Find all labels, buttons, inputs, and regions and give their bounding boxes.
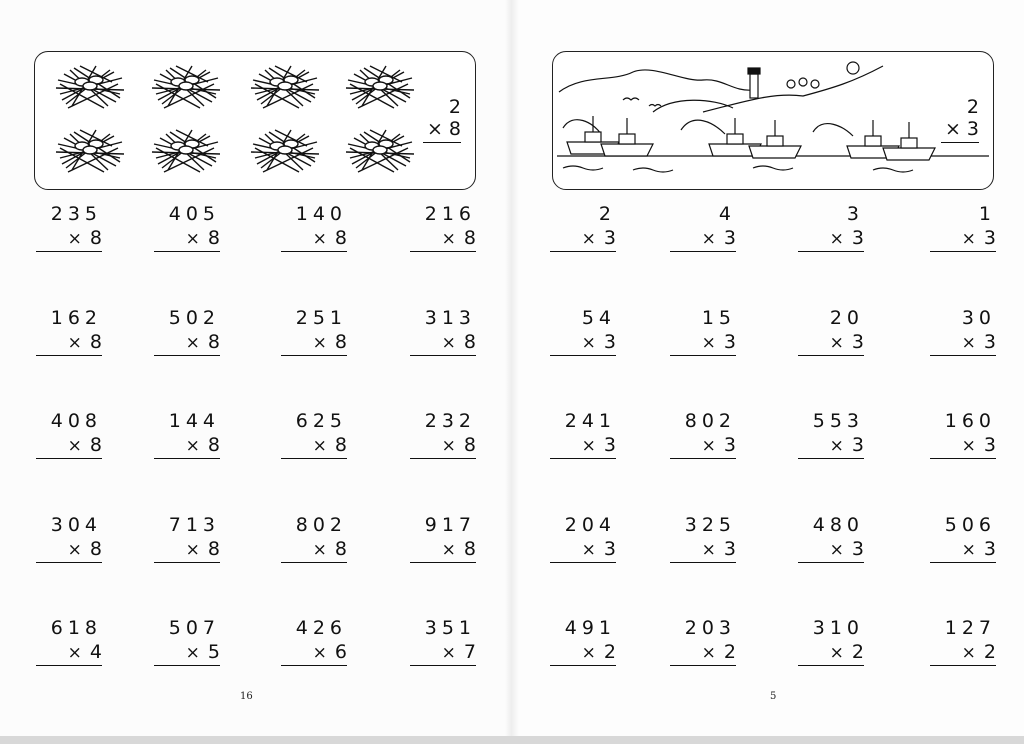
times-sign: ×	[581, 229, 596, 249]
multiplier: 7	[463, 641, 476, 663]
multiplicand: 553	[812, 410, 864, 432]
times-sign: ×	[67, 333, 82, 353]
example-multiplication	[939, 96, 979, 143]
multiplier: 8	[463, 538, 476, 560]
multiplier: 8	[334, 538, 347, 560]
answer-rule	[281, 665, 347, 666]
multiplier-line	[670, 640, 736, 664]
answer-rule	[154, 562, 220, 563]
multiplier-line	[410, 537, 476, 561]
multiplication-problem	[670, 409, 736, 459]
multiplier: 3	[603, 331, 616, 353]
multiplication-problem	[550, 513, 616, 563]
multiplier: 3	[851, 434, 864, 456]
times-sign: ×	[701, 436, 716, 456]
multiplier-line	[930, 640, 996, 664]
multiplier: 3	[983, 434, 996, 456]
book-gutter	[505, 0, 519, 736]
multiplier: 5	[207, 641, 220, 663]
multiplicand: 313	[424, 307, 476, 329]
multiplicand: 351	[424, 617, 476, 639]
answer-rule	[36, 355, 102, 356]
answer-rule	[36, 458, 102, 459]
multiplier: 8	[463, 331, 476, 353]
answer-rule	[798, 665, 864, 666]
multiplicand: 162	[50, 307, 102, 329]
times-sign: ×	[701, 643, 716, 663]
answer-rule	[670, 355, 736, 356]
multiplication-problem	[798, 202, 864, 252]
multiplicand: 325	[684, 514, 736, 536]
harbor-ships-illustration	[553, 52, 993, 189]
multiplicand: 507	[168, 617, 220, 639]
multiplier-line	[798, 537, 864, 561]
multiplication-problem	[281, 306, 347, 356]
multiplicand: 203	[684, 617, 736, 639]
multiplier: 8	[207, 434, 220, 456]
answer-rule	[930, 458, 996, 459]
multiplier: 3	[983, 331, 996, 353]
multiplier: 4	[89, 641, 102, 663]
multiplier-line	[798, 433, 864, 457]
nest-icon	[152, 130, 220, 172]
multiplication-problem	[930, 409, 996, 459]
times-sign: ×	[185, 643, 200, 663]
multiplier: 3	[983, 227, 996, 249]
example-bottom-line	[421, 118, 461, 140]
multiplier: 2	[851, 641, 864, 663]
multiplier: 8	[89, 538, 102, 560]
multiplication-problem	[550, 616, 616, 666]
multiplication-problem	[930, 513, 996, 563]
answer-rule	[550, 251, 616, 252]
multiplication-problem	[670, 513, 736, 563]
multiplier: 3	[603, 227, 616, 249]
multiplication-problem	[930, 616, 996, 666]
multiplicand: 20	[829, 307, 864, 329]
multiplicand: 304	[50, 514, 102, 536]
multiplier: 3	[851, 331, 864, 353]
times-sign: ×	[581, 540, 596, 560]
times-sign: ×	[441, 436, 456, 456]
multiplicand: 802	[684, 410, 736, 432]
multiplicand: 140	[295, 203, 347, 225]
multiplier: 3	[851, 227, 864, 249]
multiplication-problem	[154, 409, 220, 459]
ship-icon	[749, 120, 801, 158]
multiplier-line	[154, 433, 220, 457]
times-sign: ×	[581, 436, 596, 456]
example-top-number: 2	[448, 96, 461, 118]
multiplicand: 618	[50, 617, 102, 639]
answer-rule	[930, 355, 996, 356]
multiplicand: 426	[295, 617, 347, 639]
multiplier-line	[281, 226, 347, 250]
multiplier: 2	[723, 641, 736, 663]
nest-icon	[152, 66, 220, 108]
multiplication-problem	[410, 616, 476, 666]
times-sign: ×	[829, 333, 844, 353]
multiplier-line	[798, 330, 864, 354]
multiplicand: 917	[424, 514, 476, 536]
multiplier-line	[550, 640, 616, 664]
times-sign: ×	[701, 229, 716, 249]
ship-icon	[601, 118, 653, 156]
times-sign: ×	[67, 540, 82, 560]
multiplication-problem	[550, 202, 616, 252]
multiplier-line	[281, 433, 347, 457]
multiplier: 8	[207, 227, 220, 249]
multiplier-line	[410, 433, 476, 457]
multiplication-problem	[154, 513, 220, 563]
answer-rule	[670, 562, 736, 563]
multiplier: 3	[603, 538, 616, 560]
answer-rule	[670, 251, 736, 252]
multiplicand: 216	[424, 203, 476, 225]
nest-icon	[251, 130, 319, 172]
answer-rule	[154, 251, 220, 252]
times-sign: ×	[67, 436, 82, 456]
answer-rule	[281, 355, 347, 356]
answer-rule	[550, 562, 616, 563]
example-multiplier: 3	[966, 118, 979, 140]
multiplier-line	[670, 226, 736, 250]
multiplication-problem	[798, 513, 864, 563]
multiplier: 2	[603, 641, 616, 663]
multiplication-problem	[410, 306, 476, 356]
multiplicand: 144	[168, 410, 220, 432]
multiplier-line	[550, 537, 616, 561]
multiplier-line	[930, 537, 996, 561]
multiplier-line	[154, 226, 220, 250]
times-sign: ×	[441, 333, 456, 353]
multiplication-problem	[281, 409, 347, 459]
multiplicand: 625	[295, 410, 347, 432]
times-sign: ×	[829, 436, 844, 456]
times-sign: ×	[829, 229, 844, 249]
times-sign: ×	[829, 643, 844, 663]
multiplier: 8	[89, 434, 102, 456]
multiplicand: 502	[168, 307, 220, 329]
multiplier-line	[36, 433, 102, 457]
multiplier-line	[670, 433, 736, 457]
multiplier-line	[550, 433, 616, 457]
multiplier: 8	[334, 331, 347, 353]
multiplier: 3	[723, 331, 736, 353]
multiplication-problem	[281, 616, 347, 666]
answer-rule	[281, 562, 347, 563]
times-sign: ×	[581, 643, 596, 663]
multiplication-problem	[154, 202, 220, 252]
multiplier: 3	[723, 227, 736, 249]
answer-rule	[410, 355, 476, 356]
answer-rule	[550, 665, 616, 666]
multiplication-problem	[550, 409, 616, 459]
times-sign: ×	[185, 333, 200, 353]
multiplier: 3	[851, 538, 864, 560]
example-rule	[941, 142, 979, 143]
nest-icon	[56, 66, 124, 108]
multiplier: 8	[89, 227, 102, 249]
times-sign: ×	[961, 643, 976, 663]
multiplier-line	[930, 330, 996, 354]
nest-icon	[346, 66, 414, 108]
nest-icon	[56, 130, 124, 172]
multiplication-problem	[670, 616, 736, 666]
multiplication-problem	[798, 616, 864, 666]
multiplier-line	[670, 330, 736, 354]
times-sign: ×	[426, 118, 443, 140]
times-sign: ×	[312, 540, 327, 560]
answer-rule	[550, 458, 616, 459]
times-sign: ×	[441, 643, 456, 663]
multiplier-line	[36, 226, 102, 250]
multiplication-problem	[36, 513, 102, 563]
multiplier: 6	[334, 641, 347, 663]
answer-rule	[281, 251, 347, 252]
answer-rule	[410, 562, 476, 563]
times-sign: ×	[312, 643, 327, 663]
multiplier: 8	[334, 227, 347, 249]
multiplicand: 408	[50, 410, 102, 432]
ship-icon	[883, 122, 935, 160]
answer-rule	[410, 665, 476, 666]
answer-rule	[36, 251, 102, 252]
multiplier: 8	[334, 434, 347, 456]
times-sign: ×	[944, 118, 961, 140]
multiplication-problem	[36, 616, 102, 666]
times-sign: ×	[961, 540, 976, 560]
multiplicand: 232	[424, 410, 476, 432]
answer-rule	[930, 665, 996, 666]
answer-rule	[798, 458, 864, 459]
multiplier-line	[281, 537, 347, 561]
times-sign: ×	[185, 436, 200, 456]
multiplicand: 204	[564, 514, 616, 536]
multiplicand: 491	[564, 617, 616, 639]
times-sign: ×	[441, 540, 456, 560]
ships-illustration-panel	[552, 51, 994, 190]
example-bottom-line	[939, 118, 979, 140]
page-number-right: 5	[770, 691, 777, 702]
multiplication-problem	[410, 202, 476, 252]
example-rule	[423, 142, 461, 143]
times-sign: ×	[701, 333, 716, 353]
answer-rule	[930, 251, 996, 252]
multiplication-problem	[154, 616, 220, 666]
multiplier: 3	[983, 538, 996, 560]
multiplier-line	[930, 226, 996, 250]
times-sign: ×	[312, 436, 327, 456]
times-sign: ×	[441, 229, 456, 249]
multiplicand: 235	[50, 203, 102, 225]
multiplier: 2	[983, 641, 996, 663]
multiplication-problem	[410, 513, 476, 563]
multiplier-line	[154, 640, 220, 664]
multiplier: 8	[89, 331, 102, 353]
multiplication-problem	[154, 306, 220, 356]
multiplication-problem	[36, 409, 102, 459]
answer-rule	[798, 355, 864, 356]
times-sign: ×	[185, 540, 200, 560]
answer-rule	[798, 562, 864, 563]
multiplicand: 241	[564, 410, 616, 432]
multiplier-line	[36, 330, 102, 354]
multiplication-problem	[670, 306, 736, 356]
multiplicand: 802	[295, 514, 347, 536]
multiplication-problem	[930, 202, 996, 252]
answer-rule	[154, 355, 220, 356]
multiplicand: 30	[961, 307, 996, 329]
page-bottom-edge	[0, 736, 1024, 744]
multiplicand: 2	[598, 203, 616, 225]
times-sign: ×	[961, 229, 976, 249]
answer-rule	[154, 665, 220, 666]
bird-nests-illustration	[35, 52, 475, 189]
multiplicand: 15	[701, 307, 736, 329]
multiplication-problem	[798, 306, 864, 356]
answer-rule	[410, 251, 476, 252]
answer-rule	[281, 458, 347, 459]
multiplication-problem	[930, 306, 996, 356]
multiplier-line	[154, 330, 220, 354]
times-sign: ×	[185, 229, 200, 249]
multiplier-line	[281, 640, 347, 664]
multiplier: 8	[463, 434, 476, 456]
multiplier-line	[798, 226, 864, 250]
multiplication-problem	[550, 306, 616, 356]
multiplier-line	[281, 330, 347, 354]
times-sign: ×	[67, 643, 82, 663]
page-number-left: 16	[240, 691, 253, 702]
times-sign: ×	[312, 229, 327, 249]
multiplier-line	[36, 640, 102, 664]
multiplicand: 1	[978, 203, 996, 225]
times-sign: ×	[581, 333, 596, 353]
times-sign: ×	[67, 229, 82, 249]
nest-icon	[346, 130, 414, 172]
multiplier-line	[550, 330, 616, 354]
multiplier-line	[670, 537, 736, 561]
multiplicand: 405	[168, 203, 220, 225]
multiplicand: 160	[944, 410, 996, 432]
multiplication-problem	[36, 306, 102, 356]
times-sign: ×	[961, 333, 976, 353]
answer-rule	[670, 458, 736, 459]
multiplicand: 54	[581, 307, 616, 329]
answer-rule	[670, 665, 736, 666]
multiplier: 3	[723, 434, 736, 456]
answer-rule	[36, 665, 102, 666]
multiplicand: 506	[944, 514, 996, 536]
multiplicand: 310	[812, 617, 864, 639]
multiplication-problem	[281, 513, 347, 563]
answer-rule	[550, 355, 616, 356]
multiplication-problem	[410, 409, 476, 459]
times-sign: ×	[961, 436, 976, 456]
answer-rule	[798, 251, 864, 252]
multiplication-problem	[36, 202, 102, 252]
answer-rule	[36, 562, 102, 563]
example-multiplier: 8	[448, 118, 461, 140]
multiplier: 3	[723, 538, 736, 560]
multiplicand: 3	[846, 203, 864, 225]
multiplicand: 4	[718, 203, 736, 225]
multiplier-line	[410, 226, 476, 250]
times-sign: ×	[829, 540, 844, 560]
multiplier-line	[798, 640, 864, 664]
nest-icon	[251, 66, 319, 108]
multiplicand: 713	[168, 514, 220, 536]
multiplication-problem	[281, 202, 347, 252]
multiplication-problem	[798, 409, 864, 459]
times-sign: ×	[312, 333, 327, 353]
multiplicand: 251	[295, 307, 347, 329]
multiplier-line	[36, 537, 102, 561]
multiplier: 8	[207, 331, 220, 353]
multiplier-line	[550, 226, 616, 250]
times-sign: ×	[701, 540, 716, 560]
nests-illustration-panel	[34, 51, 476, 190]
multiplier-line	[154, 537, 220, 561]
multiplier-line	[930, 433, 996, 457]
answer-rule	[410, 458, 476, 459]
example-multiplication	[421, 96, 461, 143]
multiplication-problem	[670, 202, 736, 252]
multiplier: 3	[603, 434, 616, 456]
multiplier: 8	[207, 538, 220, 560]
answer-rule	[154, 458, 220, 459]
multiplicand: 480	[812, 514, 864, 536]
multiplier: 8	[463, 227, 476, 249]
multiplier-line	[410, 640, 476, 664]
multiplicand: 127	[944, 617, 996, 639]
example-top-number: 2	[966, 96, 979, 118]
multiplier-line	[410, 330, 476, 354]
answer-rule	[930, 562, 996, 563]
